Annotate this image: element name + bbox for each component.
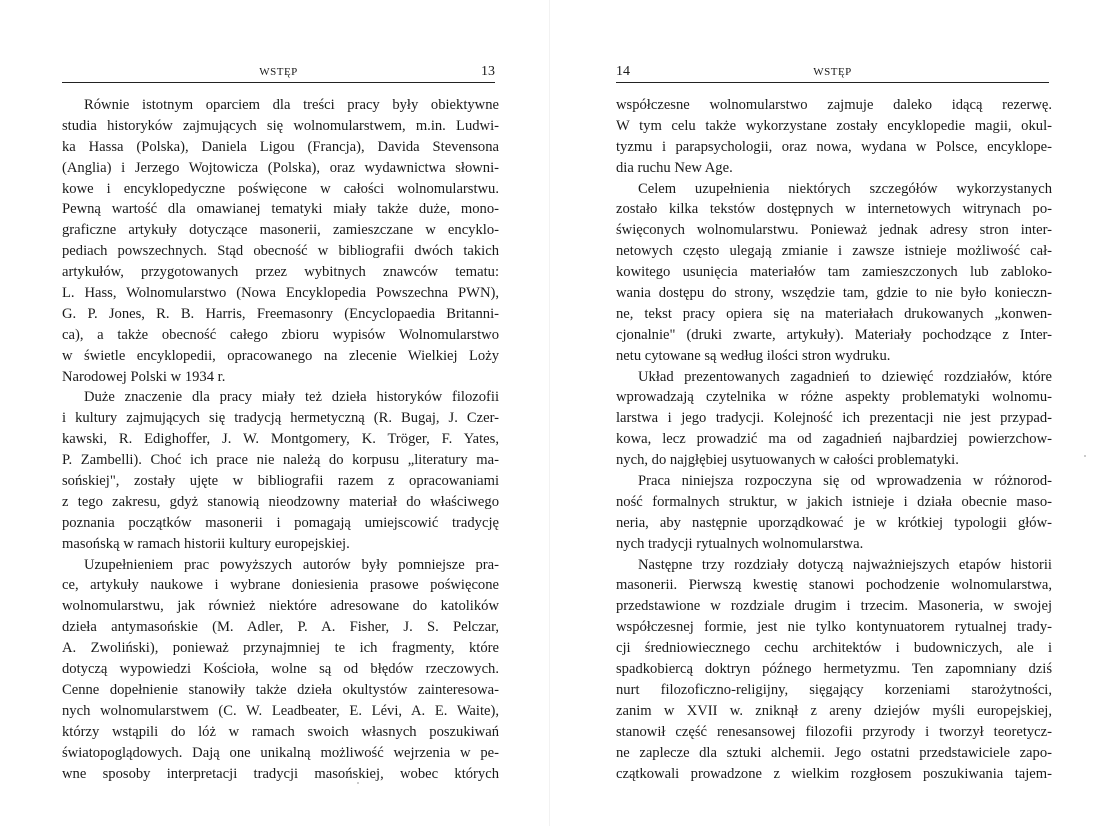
- text-line: netu cytowane są według ilości stron wydruku.: [616, 347, 891, 364]
- page-number: 14: [616, 64, 630, 79]
- running-title: WSTĘP: [259, 66, 298, 78]
- text-line: spadkobiercą doktryn późnego hermetyzmu. Ten zapomniany dziś: [616, 661, 1052, 678]
- text-line: dia ruchu New Age.: [616, 159, 733, 176]
- text-line: ne zaplecze dla sztuki alchemii. Jego ostatni przedstawiciele zapo-: [616, 744, 1052, 761]
- text-line: L. Hass, Wolnomularstwo (Nowa Encyklopedia Powszechna PWN),: [62, 285, 499, 302]
- text-line: ka Hassa (Polska), Daniela Ligou (Francja), Davida Stevensona: [62, 138, 499, 155]
- text-line: netowych często ulegają zmianie i zawsze istnieje możliwość cał-: [616, 243, 1052, 260]
- text-line: ce, artykuły naukowe i wybrane doniesienia prasowe poświęcone: [62, 577, 499, 594]
- text-line: artykułów, przygotowanych przez wybitnych znawców tematu:: [62, 264, 499, 281]
- text-line: neria, aby następnie uporządkować je w krótkiej typologii głów-: [616, 514, 1052, 531]
- text-line: cji średniowiecznego cechu architektów i budowniczych, ale i: [616, 640, 1052, 657]
- text-line: P. Zambelli). Choć ich prace nie należą do korpusu „literatury ma-: [62, 452, 499, 469]
- text-line: kowa, lecz prowadzić ma od zagadnień najbardziej powierzchow-: [616, 431, 1052, 448]
- text-line: wania dostępu do strony, wszędzie tam, gdzie to nie było konieczn-: [616, 285, 1052, 302]
- text-line: studia historyków zajmujących się wolnomularstwem, m.in. Ludwi-: [62, 117, 499, 134]
- text-line: stanowił część renesansowej filozofii przyrody i tworzył teoretycz-: [616, 723, 1052, 740]
- text-line: masonerii. Pierwszą kwestię stanowi pochodzenie wolnomularstwa,: [616, 577, 1052, 594]
- text-line: wprowadzają czytelnika w różne aspekty problematyki wolnomu-: [616, 389, 1052, 406]
- text-line: cjonalnie" (druki zwarte, artykuły). Materiały pochodzące z Inter-: [616, 326, 1052, 343]
- scan-speck: [1084, 455, 1086, 457]
- text-line: ca), a także obecność całego zbioru wypisów Wolnomularstwo: [62, 326, 499, 343]
- text-line: czątkowali prowadzone z wielkim rozgłosem poszukiwania tajem-: [616, 765, 1052, 782]
- page-number: 13: [481, 64, 495, 79]
- text-line: wne sposoby interpretacji tradycji masońskiej, wobec których: [62, 765, 499, 782]
- text-line: Uzupełnieniem prac powyższych autorów były pomniejsze pra-: [84, 556, 499, 573]
- text-line: Cenne dopełnienie stanowiły także dzieła okultystów zainteresowa-: [62, 681, 499, 698]
- text-line: ność formalnych struktur, w jakich istnieje i działa obecnie maso-: [616, 493, 1052, 510]
- scan-speck: [357, 782, 359, 784]
- text-line: Następne trzy rozdziały dotyczą najważniejszych etapów historii: [638, 556, 1052, 573]
- text-line: w świetle encyklopedii, opracowanego na zlecenie Wielkiej Loży: [62, 347, 499, 364]
- text-line: kawski, R. Edighoffer, J. W. Montgomery, K. Tröger, F. Yates,: [62, 431, 499, 448]
- text-line: nych, do najgłębiej usytuowanych w całości problematyki.: [616, 452, 959, 469]
- text-line: współczesnej formie, jest nie tylko kontynuatorem rytualnej trady-: [616, 619, 1052, 636]
- text-line: dotyczą wypowiedzi Kościoła, wolne są od błędów rzeczowych.: [62, 661, 499, 678]
- text-line: larstwa i jego tradycji. Kolejność ich prezentacji nie jest przypad-: [616, 410, 1052, 427]
- text-line: Praca niniejsza rozpoczyna się od wprowadzenia w różnorod-: [638, 473, 1052, 490]
- text-line: poznania początków masonerii i pomagają umiejscowić tradycję: [62, 514, 499, 531]
- text-line: którzy wstąpili do lóż w ramach swoich własnych poszukiwań: [62, 723, 499, 740]
- text-line: przedstawione w rozdziale drugim i trzecim. Masoneria, w swojej: [616, 598, 1052, 615]
- right-page-body: [616, 95, 1052, 784]
- text-line: pediach powszechnych. Stąd obecność w bibliografii dwóch takich: [62, 243, 499, 260]
- text-line: A. Zwoliński), ponieważ przynajmniej te ich fragmenty, które: [62, 640, 499, 657]
- text-line: masońską w ramach historii kultury europejskiej.: [62, 535, 350, 552]
- text-line: Duże znaczenie dla pracy miały też dzieła historyków filozofii: [84, 389, 499, 406]
- text-line: W tym celu także wykorzystane zostały encyklopedie magii, okul-: [616, 117, 1052, 134]
- text-line: kowitego usunięcia materiałów tam zamieszczonych lub zabloko-: [616, 264, 1052, 281]
- text-line: graficzne artykuły dotyczące masonerii, zamieszczane w encyklo-: [62, 222, 499, 239]
- text-line: zostało kilka tekstów dostępnych w internetowych witrynach po-: [616, 201, 1052, 218]
- left-page-body: [62, 95, 499, 784]
- text-line: nurt filozoficzno-religijny, sięgający korzeniami starożytności,: [616, 681, 1052, 698]
- text-line: święconych wolnomularstwu. Ponieważ jednak adresy stron inter-: [616, 222, 1052, 239]
- running-title: WSTĘP: [813, 66, 852, 78]
- right-page: [550, 0, 1100, 826]
- text-line: światopoglądowych. Dają one unikalną możliwość wejrzenia w pe-: [62, 744, 499, 761]
- text-line: Celem uzupełnienia niektórych szczegółów wykorzystanych: [638, 180, 1052, 197]
- text-line: Układ prezentowanych zagadnień to dziewięć rozdziałów, które: [638, 368, 1052, 385]
- text-line: G. P. Jones, R. B. Harris, Freemasonry (Encyclopaedia Britanni-: [62, 305, 499, 322]
- text-line: nych wolnomularstwem (C. W. Leadbeater, E. Lévi, A. E. Waite),: [62, 702, 499, 719]
- text-line: tyzmu i parapsychologii, oraz nowa, wydana w Polsce, encyklope-: [616, 138, 1052, 155]
- text-line: dzieła antymasońskie (M. Adler, P. A. Fisher, J. S. Pelczar,: [62, 619, 499, 636]
- left-page-header: [62, 62, 495, 83]
- text-line: zanim w XVII w. zniknął z areny dziejów myśli europejskiej,: [616, 702, 1052, 719]
- text-line: kowe i encyklopedyczne poświęcone w całości wolnomularstwu.: [62, 180, 499, 197]
- text-line: Równie istotnym oparciem dla treści pracy były obiektywne: [84, 97, 499, 113]
- text-line: współczesne wolnomularstwo zajmuje daleko idącą rezerwę.: [616, 97, 1052, 113]
- text-line: wolnomularstwu, jak również niektóre adresowane do katolików: [62, 598, 499, 615]
- text-line: nych tradycji rytualnych wolnomularstwa.: [616, 535, 864, 552]
- text-line: z tego zakresu, gdyż stanowią nieodzowny materiał do właściwego: [62, 493, 499, 510]
- text-line: Pewną wartość dla omawianej tematyki miały także duże, mono-: [62, 201, 499, 218]
- text-line: (Anglia) i Jerzego Wojtowicza (Polska), oraz wydawnictwa słowni-: [62, 159, 499, 176]
- text-line: sońskiej", zostały ujęte w bibliografii razem z opracowaniami: [62, 473, 499, 490]
- text-line: i kultury zajmujących się tradycją hermetyczną (R. Bugaj, J. Czer-: [62, 410, 499, 427]
- right-page-header: [616, 62, 1049, 83]
- text-line: Narodowej Polski w 1934 r.: [62, 368, 226, 385]
- text-line: ne, tekst pracy opiera się na materiałach drukowanych „konwen-: [616, 305, 1052, 322]
